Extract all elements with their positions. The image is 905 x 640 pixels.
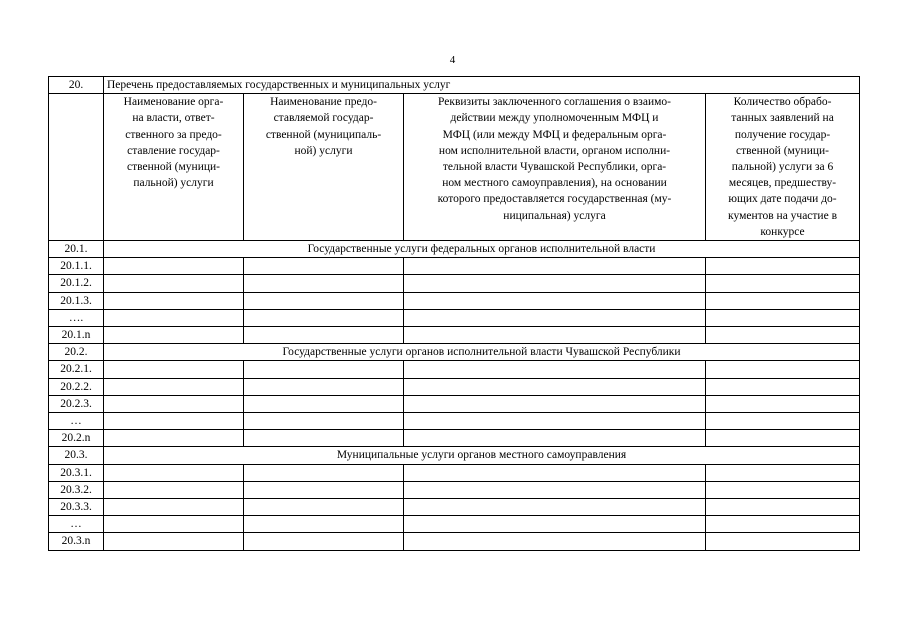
cell-authority <box>104 361 244 378</box>
cell-agreement-details <box>404 275 706 292</box>
column-header-empty <box>49 94 104 241</box>
section-title: Перечень предоставляемых государственных и муниципальных услуг <box>104 77 860 94</box>
cell-service-name <box>244 361 404 378</box>
cell-applications-count <box>706 464 860 481</box>
row-number: … <box>49 516 104 533</box>
cell-service-name <box>244 327 404 344</box>
cell-applications-count <box>706 258 860 275</box>
row-number: 20.2.3. <box>49 395 104 412</box>
cell-service-name <box>244 481 404 498</box>
cell-service-name <box>244 533 404 550</box>
cell-authority <box>104 516 244 533</box>
column-header-authority: Наименование орга- на власти, ответ- ственного за предо- ставление государ- ственной (муници- пальной) услуги <box>104 94 244 241</box>
cell-service-name <box>244 499 404 516</box>
row-number: 20.3.1. <box>49 464 104 481</box>
table-row <box>49 327 860 344</box>
cell-agreement-details <box>404 413 706 430</box>
cell-agreement-details <box>404 292 706 309</box>
table-row <box>49 413 860 430</box>
row-number: 20.3.n <box>49 533 104 550</box>
cell-applications-count <box>706 430 860 447</box>
cell-agreement-details <box>404 464 706 481</box>
column-header-row <box>49 94 860 241</box>
cell-service-name <box>244 378 404 395</box>
cell-authority <box>104 481 244 498</box>
cell-authority <box>104 275 244 292</box>
group-title: Муниципальные услуги органов местного самоуправления <box>104 447 860 464</box>
cell-service-name <box>244 464 404 481</box>
row-number: …. <box>49 309 104 326</box>
row-number: 20.2.1. <box>49 361 104 378</box>
cell-service-name <box>244 516 404 533</box>
table-row <box>49 275 860 292</box>
table-row <box>49 258 860 275</box>
group-title: Государственные услуги органов исполнительной власти Чувашской Республики <box>104 344 860 361</box>
cell-agreement-details <box>404 327 706 344</box>
cell-applications-count <box>706 361 860 378</box>
table-row <box>49 430 860 447</box>
row-number: 20.1.3. <box>49 292 104 309</box>
cell-applications-count <box>706 378 860 395</box>
cell-agreement-details <box>404 516 706 533</box>
row-number: 20.2.2. <box>49 378 104 395</box>
section-number: 20. <box>49 77 104 94</box>
table-row <box>49 516 860 533</box>
table-row <box>49 378 860 395</box>
cell-applications-count <box>706 292 860 309</box>
column-header-agreement-details: Реквизиты заключенного соглашения о взаимо- действии между уполномоченным МФЦ и МФЦ (или между МФЦ и федеральным орга- ном исполнительной власти, органом исполни- тельной власти Чувашской Республики, орга- ном местного самоуправления), на основании которого предоставляется государственная (му- ниципальная) услуга <box>404 94 706 241</box>
page-number: 4 <box>449 54 456 66</box>
table-row <box>49 464 860 481</box>
row-number: 20.1.n <box>49 327 104 344</box>
cell-service-name <box>244 309 404 326</box>
row-number: 20.1.2. <box>49 275 104 292</box>
cell-applications-count <box>706 413 860 430</box>
cell-applications-count <box>706 516 860 533</box>
cell-authority <box>104 327 244 344</box>
cell-agreement-details <box>404 430 706 447</box>
group-header-row <box>49 447 860 464</box>
cell-agreement-details <box>404 361 706 378</box>
cell-service-name <box>244 413 404 430</box>
group-header-row <box>49 241 860 258</box>
cell-applications-count <box>706 533 860 550</box>
cell-service-name <box>244 275 404 292</box>
group-number: 20.3. <box>49 447 104 464</box>
group-number: 20.1. <box>49 241 104 258</box>
table-row <box>49 361 860 378</box>
cell-authority <box>104 413 244 430</box>
table-row <box>49 481 860 498</box>
cell-service-name <box>244 430 404 447</box>
table-row <box>49 499 860 516</box>
cell-applications-count <box>706 309 860 326</box>
cell-applications-count <box>706 499 860 516</box>
table-row <box>49 395 860 412</box>
cell-agreement-details <box>404 499 706 516</box>
cell-authority <box>104 395 244 412</box>
cell-authority <box>104 258 244 275</box>
cell-agreement-details <box>404 309 706 326</box>
cell-service-name <box>244 292 404 309</box>
cell-authority <box>104 533 244 550</box>
cell-agreement-details <box>404 378 706 395</box>
cell-applications-count <box>706 275 860 292</box>
row-number: … <box>49 413 104 430</box>
table-row <box>49 292 860 309</box>
cell-applications-count <box>706 481 860 498</box>
row-number: 20.1.1. <box>49 258 104 275</box>
section-header-row <box>49 77 860 94</box>
cell-agreement-details <box>404 533 706 550</box>
table-row <box>49 309 860 326</box>
row-number: 20.2.n <box>49 430 104 447</box>
row-number: 20.3.3. <box>49 499 104 516</box>
cell-applications-count <box>706 327 860 344</box>
cell-authority <box>104 464 244 481</box>
column-header-applications-count: Количество обрабо- танных заявлений на получение государ- ственной (муници- пальной) услуги за 6 месяцев, предшеству- ющих дате подачи до- кументов на участие в конкурсе <box>706 94 860 241</box>
row-number: 20.3.2. <box>49 481 104 498</box>
cell-service-name <box>244 395 404 412</box>
group-title: Государственные услуги федеральных органов исполнительной власти <box>104 241 860 258</box>
cell-authority <box>104 499 244 516</box>
cell-agreement-details <box>404 395 706 412</box>
group-number: 20.2. <box>49 344 104 361</box>
cell-agreement-details <box>404 481 706 498</box>
cell-authority <box>104 309 244 326</box>
group-header-row <box>49 344 860 361</box>
column-header-service-name: Наименование предо- ставляемой государ- ственной (муниципаль- ной) услуги <box>244 94 404 241</box>
cell-authority <box>104 292 244 309</box>
cell-authority <box>104 430 244 447</box>
table-row <box>49 533 860 550</box>
cell-applications-count <box>706 395 860 412</box>
cell-service-name <box>244 258 404 275</box>
cell-agreement-details <box>404 258 706 275</box>
services-table <box>48 76 860 551</box>
cell-authority <box>104 378 244 395</box>
